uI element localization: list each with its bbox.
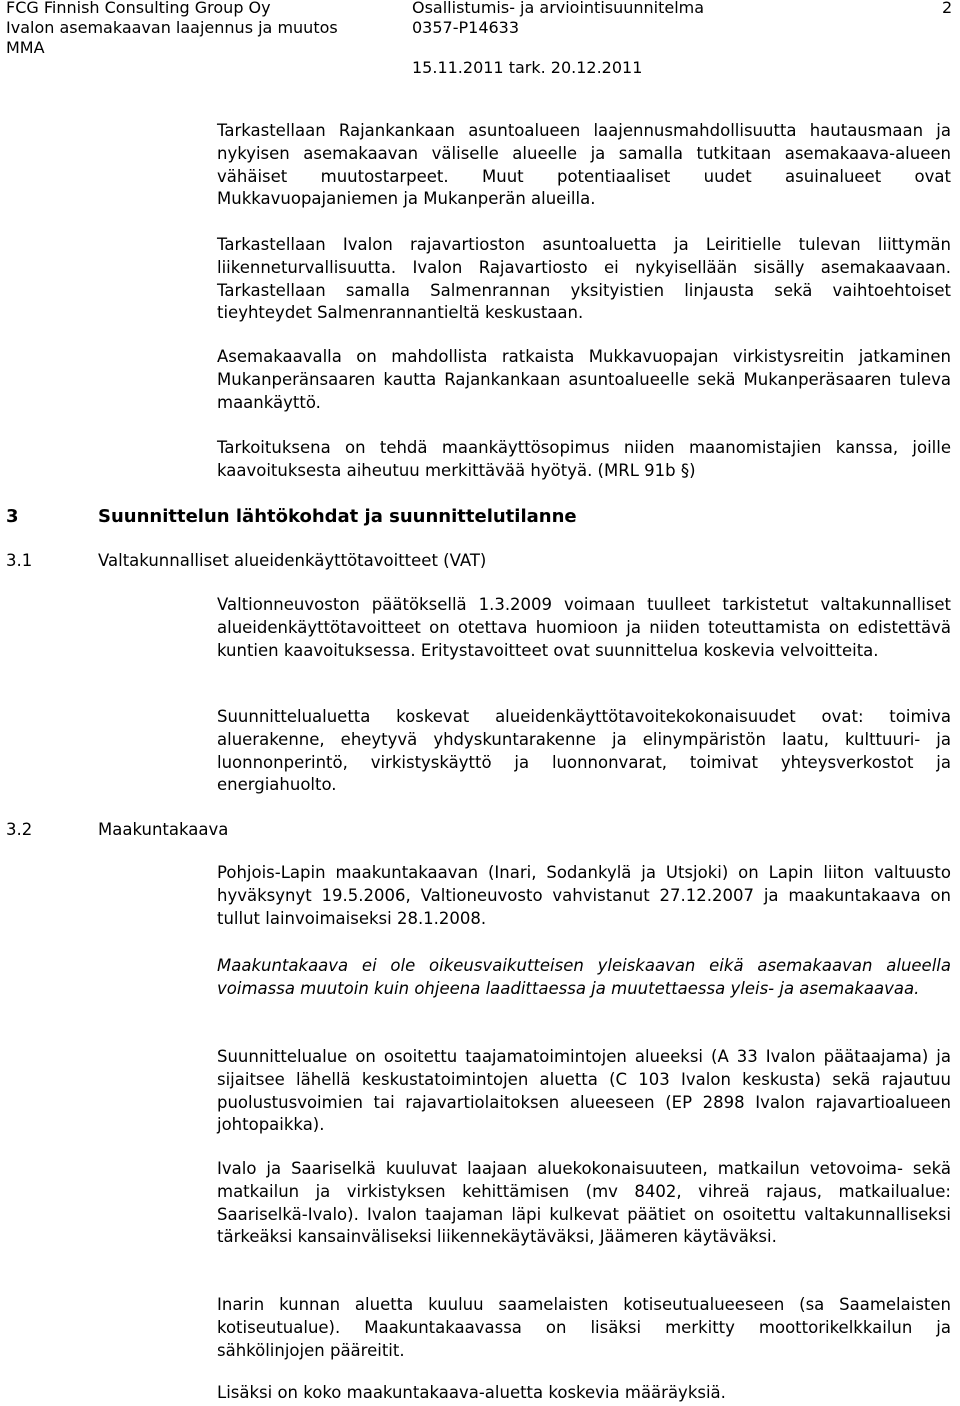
intro-paragraph: Tarkastellaan Rajankankaan asuntoalueen laajennusmahdollisuutta hautausmaan ja nykyisen asemakaavan väliselle alueelle ja samalla tutkitaan asemakaava-alueen vähäiset muutostarpeet. Muut potentiaaliset uudet asuinalueet ovat Mukkavuopajaniemen ja Mukanperän alueilla. bbox=[217, 121, 951, 209]
page-header bbox=[0, 0, 960, 78]
section-3-1-title: Valtakunnalliset alueidenkäyttötavoitteet (VAT) bbox=[98, 551, 487, 570]
intro-paragraph: Tarkoituksena on tehdä maankäyttösopimus niiden maanomistajien kanssa, joille kaavoituksesta aiheutuu merkittävää hyötyä. (MRL 91b §) bbox=[217, 438, 951, 480]
company-name: FCG Finnish Consulting Group Oy bbox=[6, 0, 271, 17]
section-3-2-paragraph: Suunnittelualue on osoitettu taajamatoimintojen alueeksi (A 33 Ivalon päätaajama) ja sijaitsee lähellä keskustatoimintojen aluetta (C 103 Ivalon keskusta) sekä rajautuu puolustusvoimien tai rajavartiolaitoksen alueeseen (EP 2898 Ivalon rajavartioalueen johtopaikka). bbox=[217, 1047, 951, 1135]
section-3-1-paragraph: Suunnittelualuetta koskevat alueidenkäyttötavoitekokonaisuudet ovat: toimiva aluerakenne, eheytyvä yhdyskuntarakenne ja elinympäristön laatu, kulttuuri- ja luonnonperintö, virkistyskäyttö ja luonnonvarat, toimivat yhteysverkostot ja energiahuolto. bbox=[217, 707, 951, 795]
section-3-2-paragraph-italic: Maakuntakaava ei ole oikeusvaikutteisen yleiskaavan eikä asemakaavan alueella voimassa muutoin kuin ohjeena laadittaessa ja muutettaessa yleis- ja asemakaavaa. bbox=[217, 956, 951, 998]
section-3-2-paragraph: Lisäksi on koko maakuntakaava-aluetta koskevia määräyksiä. bbox=[217, 1383, 726, 1402]
project-name: Ivalon asemakaavan laajennus ja muutos bbox=[6, 18, 338, 37]
section-3-2-paragraph: Inarin kunnan aluetta kuuluu saamelaisten kotiseutualueeseen (sa Saamelaisten kotiseutualue). Maakuntakaavassa on lisäksi merkitty moottorikelkkailun ja sähkölinjojen pääreitit. bbox=[217, 1295, 951, 1360]
section-3-2-number: 3.2 bbox=[6, 820, 33, 839]
page-number: 2 bbox=[942, 0, 953, 17]
section-3-2-title: Maakuntakaava bbox=[98, 820, 229, 839]
section-3-2-heading bbox=[6, 819, 228, 841]
section-3-number: 3 bbox=[6, 506, 19, 527]
document-date: 15.11.2011 tark. 20.12.2011 bbox=[412, 58, 643, 77]
document-code: 0357-P14633 bbox=[412, 18, 520, 37]
project-abbrev: MMA bbox=[6, 38, 45, 57]
intro-paragraph: Asemakaavalla on mahdollista ratkaista Mukkavuopajan virkistysreitin jatkaminen Mukanperänsaaren kautta Rajankankaan asuntoalueelle sekä Mukanperäsaaren tuleva maankäyttö. bbox=[217, 347, 951, 412]
section-3-1-paragraph: Valtionneuvoston päätöksellä 1.3.2009 voimaan tuulleet tarkistetut valtakunnalliset alueidenkäyttötavoitteet on otettava huomioon ja niiden toteuttamista on edistettävä kuntien kaavoituksessa. Eritystavoitteet ovat suunnittelua koskevia velvoitteita. bbox=[217, 595, 951, 660]
section-3-1-number: 3.1 bbox=[6, 551, 33, 570]
section-3-2-paragraph: Pohjois-Lapin maakuntakaavan (Inari, Sodankylä ja Utsjoki) on Lapin liiton valtuusto hyväksynyt 19.5.2006, Valtioneuvosto vahvistanut 27.12.2007 ja maakuntakaava on tullut lainvoimaiseksi 28.1.2008. bbox=[217, 863, 951, 928]
section-3-title: Suunnittelun lähtökohdat ja suunnittelutilanne bbox=[98, 506, 577, 527]
section-3-1-heading bbox=[6, 550, 486, 572]
section-3-2-paragraph: Ivalo ja Saariselkä kuuluvat laajaan aluekokonaisuuteen, matkailun vetovoima- sekä matkailun ja virkistyksen kehittämisen (mv 8402, vihreä rajaus, matkailualue: Saariselkä-Ivalo). Ivalon taajaman läpi kulkevat päätiet on osoitettu valtakunnalliseksi tärkeäksi kansainväliseksi liikennekäytäväksi, Jäämeren käytäväksi. bbox=[217, 1159, 951, 1247]
intro-paragraph: Tarkastellaan Ivalon rajavartioston asuntoaluetta ja Leiritielle tulevan liittymän liikenneturvallisuutta. Ivalon Rajavartiosto ei nykyisellään sisälly asemakaavaan. Tarkastellaan samalla Salmenrannan yksityistien linjausta sekä vaihtoehtoiset tieyhteydet Salmenrannantieltä keskustaan. bbox=[217, 235, 951, 323]
section-3-heading bbox=[6, 506, 577, 528]
document-type: Osallistumis- ja arviointisuunnitelma bbox=[412, 0, 705, 17]
